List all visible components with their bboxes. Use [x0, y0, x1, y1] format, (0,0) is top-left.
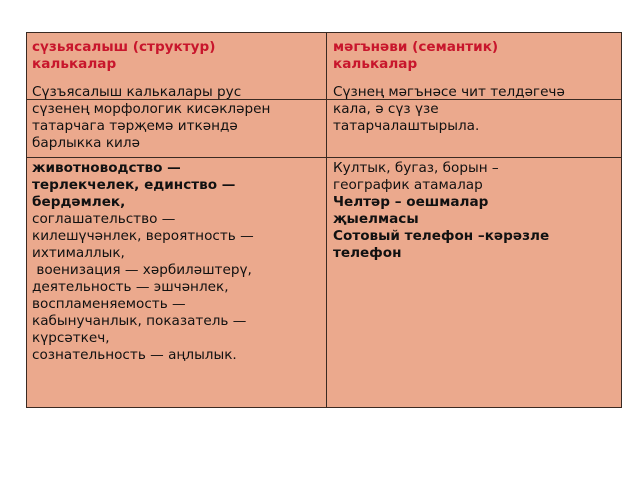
- structural-examples: животноводство — терлекчелек, единство — бердәмлек, соглашательство — килешүчәнлек, вероятность — ихтималлык, военизация — хәрбиләштерү, деятельность — эшчәнлек, воспламеняемость — кабынучанлык, показатель — күрсәткеч, сознательность — аңлылык.: [32, 160, 254, 363]
- column-divider: [326, 33, 327, 407]
- calque-table: [26, 32, 622, 408]
- structural-definition: Сүзъясалыш калькалары рус сүзенең морфологик кисәкләрен татарчага тәрҗемә иткәндә барлыкка килә: [32, 84, 271, 151]
- header-semantic-calques: мәгънәви (семантик) калькалар: [333, 39, 499, 72]
- header-structural-calques: сүзьясалыш (структур) калькалар: [32, 39, 216, 72]
- semantic-examples: Култык, бугаз, борын – географик атамалар Челтәр – оешмалар җыелмасы Сотовый телефон –кәрәзле телефон: [333, 160, 550, 261]
- row-divider: [27, 157, 621, 158]
- semantic-definition: Сүзнең мәгънәсе чит телдәгечә кала, ә сүз үзе татарчалаштырыла.: [333, 84, 565, 134]
